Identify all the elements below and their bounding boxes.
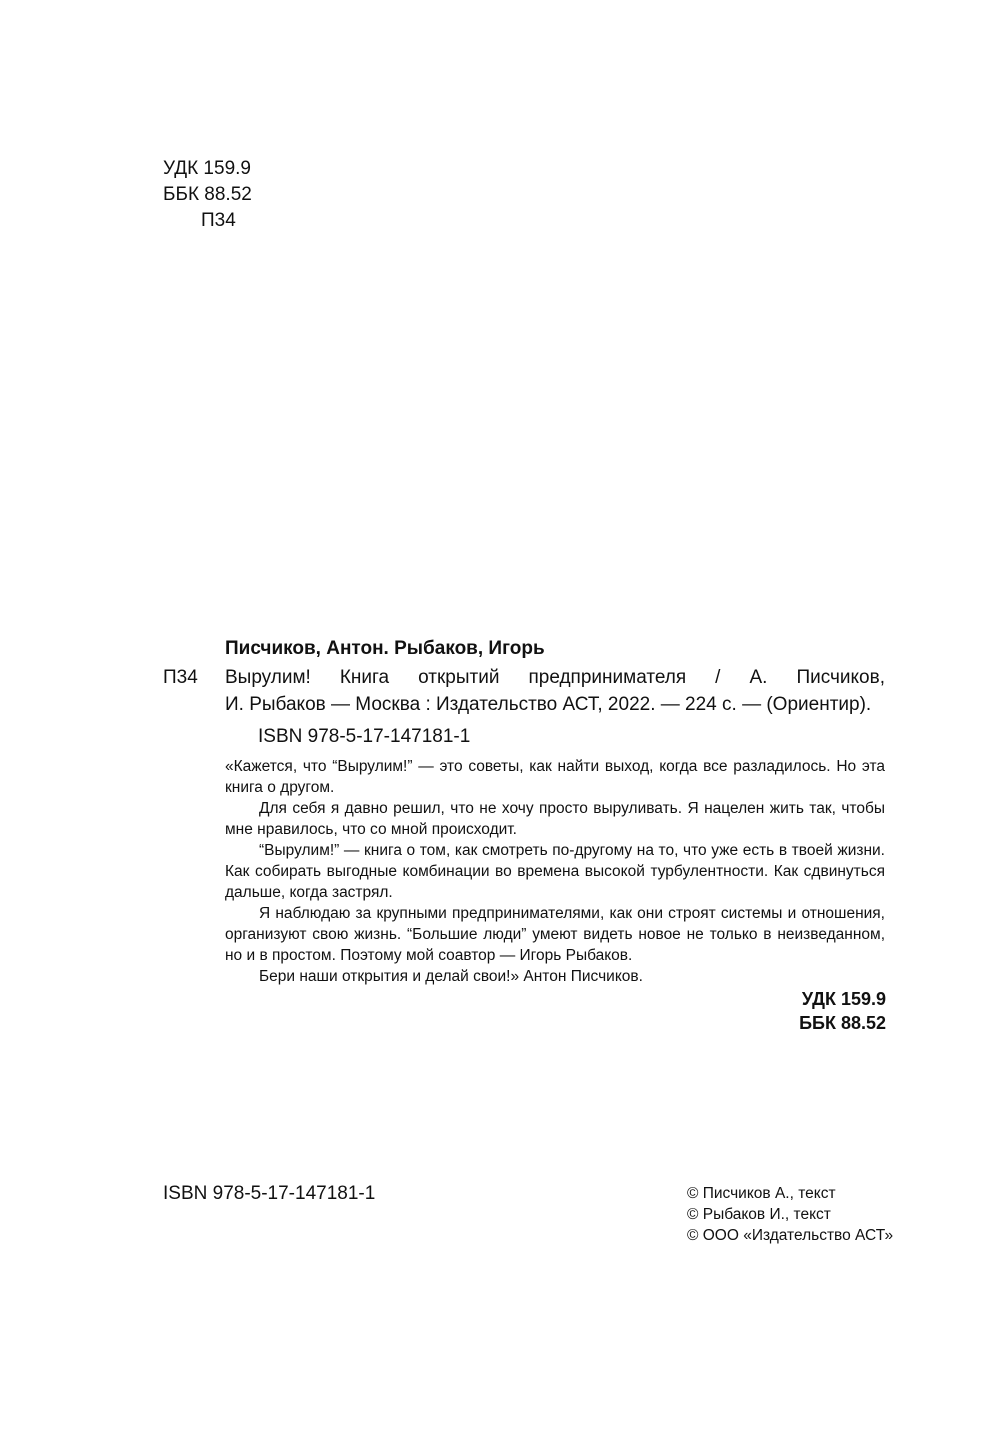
- copyright-line-author-1: © Писчиков А., текст: [687, 1185, 836, 1202]
- entry-isbn: ISBN 978-5-17-147181-1: [258, 726, 471, 747]
- bottom-codes: [799, 987, 886, 1035]
- bbk-code-top: ББК 88.52: [163, 184, 252, 205]
- udk-code-top: УДК 159.9: [163, 158, 251, 179]
- author-mark-entry: П34: [163, 667, 198, 688]
- entry-title: [225, 664, 885, 718]
- bbk-code-bottom: ББК 88.52: [799, 1013, 886, 1033]
- author-mark-top: П34: [201, 210, 236, 231]
- entry-title-line-2: И. Рыбаков — Москва : Издательство АСТ, 2022. — 224 с. — (Ориентир).: [225, 694, 872, 715]
- annotation-paragraph-4: Я наблюдаю за крупными предпринимателями, как они строят системы и отношения, организуют свою жизнь. “Большие люди” умеют видеть новое не только в неизведанном, но и в простом. Поэтому мой соавтор — Игорь Рыбаков.: [225, 905, 885, 964]
- annotation-paragraph-3: “Вырулим!” — книга о том, как смотреть по-другому на то, что уже есть в твоей жизни. Как собирать выгодные комбинации во времена высокой турбулентности. Как сдвинуться дальше, когда застрял.: [225, 842, 885, 901]
- udk-code-bottom: УДК 159.9: [801, 989, 886, 1009]
- entry-title-line-1: Вырулим! Книга открытий предпринимателя / А. Писчиков,: [225, 667, 885, 688]
- author-heading: Писчиков, Антон. Рыбаков, Игорь: [225, 638, 545, 659]
- copyright-line-author-2: © Рыбаков И., текст: [687, 1206, 831, 1223]
- copyright-block: [687, 1183, 893, 1246]
- annotation-paragraph-1: «Кажется, что “Вырулим!” — это советы, как найти выход, когда все разладилось. Но эта книга о другом.: [225, 758, 885, 796]
- annotation-paragraph-2: Для себя я давно решил, что не хочу просто выруливать. Я нацелен жить так, чтобы мне нравилось, что со мной происходит.: [225, 800, 885, 838]
- annotation-paragraph-5: Бери наши открытия и делай свои!» Антон Писчиков.: [259, 968, 643, 985]
- footer-isbn: ISBN 978-5-17-147181-1: [163, 1183, 376, 1204]
- annotation: [225, 756, 885, 987]
- copyright-line-publisher: © ООО «Издательство АСТ»: [687, 1227, 894, 1244]
